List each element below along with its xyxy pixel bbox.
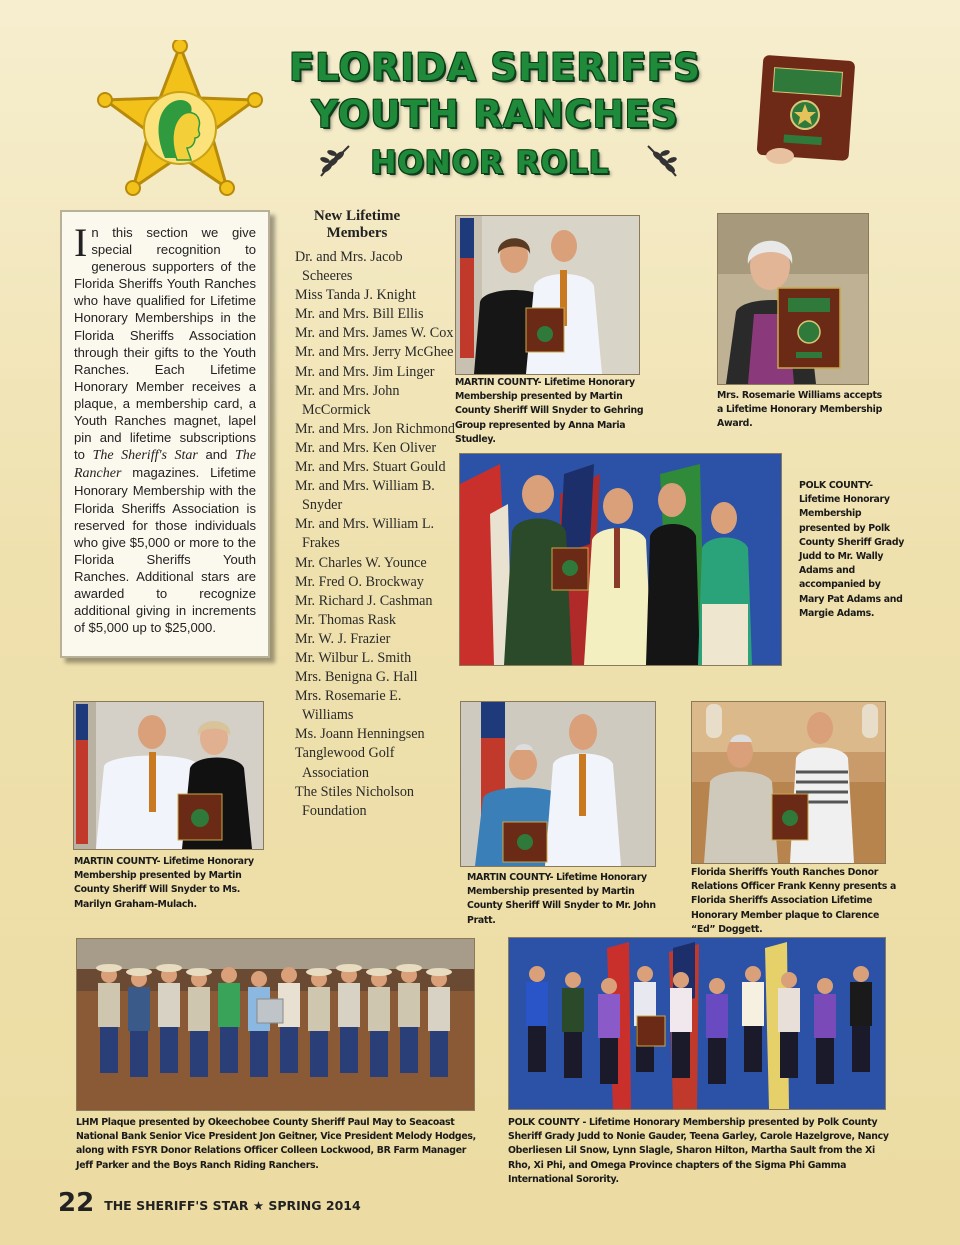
members-heading: New Lifetime Members bbox=[313, 208, 401, 241]
members-list bbox=[295, 248, 455, 821]
caption-graham-mulach: MARTIN COUNTY- Lifetime Honorary Membership presented by Martin County Sheriff Will Snyder to Ms. Marilyn Graham-Mulach. bbox=[74, 856, 254, 910]
member-name: Mr. Charles W. Younce bbox=[295, 554, 427, 571]
member-name: Mr. and Mrs. John McCormick bbox=[295, 382, 400, 418]
member-name: Mr. and Mrs. Jon Richmond bbox=[295, 420, 456, 437]
page-footer bbox=[58, 1186, 361, 1218]
photo-williams bbox=[717, 213, 869, 385]
drop-cap: I bbox=[74, 220, 88, 265]
magazine-sheriffs-star: The Sheriff's Star bbox=[92, 448, 198, 464]
caption-polk-adams: POLK COUNTY- Lifetime Honorary Membership presented by Polk County Sheriff Grady Judd to Mr. Wally Adams and accompanied by Mary Pat Adams and Margie Adams. bbox=[799, 480, 905, 619]
member-name: Mr. and Mrs. James W. Cox bbox=[295, 325, 454, 342]
caption-williams: Mrs. Rosemarie Williams accepts a Lifetime Honorary Membership Award. bbox=[717, 390, 882, 430]
photo-graham-mulach bbox=[73, 701, 264, 850]
member-name: Tanglewood Golf Association bbox=[295, 745, 395, 781]
page-subtitle-honor-roll: HONOR ROLL bbox=[370, 145, 610, 181]
member-name: Mr. and Mrs. William L. Frakes bbox=[295, 516, 435, 552]
photo-seacoast-ranchers bbox=[76, 938, 475, 1111]
photo-pratt bbox=[460, 701, 656, 867]
member-name: Mr. and Mrs. Jerry McGhee bbox=[295, 344, 454, 361]
intro-text: and bbox=[197, 447, 235, 463]
sheriff-star-logo bbox=[95, 40, 265, 205]
member-name: Mr. Thomas Rask bbox=[295, 611, 397, 628]
laurel-left-icon bbox=[315, 140, 355, 180]
member-name: The Stiles Nicholson Foundation bbox=[295, 783, 415, 819]
member-name: Ms. Joann Henningsen bbox=[295, 726, 425, 743]
caption-doggett: Florida Sheriffs Youth Ranches Donor Relations Officer Frank Kenny presents a Florida Sheriffs Association Lifetime Honorary Member plaque to Clarence “Ed” Doggett. bbox=[691, 867, 896, 935]
member-name: Mr. Richard J. Cashman bbox=[295, 592, 433, 609]
intro-text-box bbox=[60, 210, 270, 658]
member-name: Mr. and Mrs. William B. Snyder bbox=[295, 478, 435, 514]
caption-seacoast: LHM Plaque presented by Okeechobee County Sheriff Paul May to Seacoast National Bank Senior Vice President Jon Geitner, Vice President Melody Hodges, along with FSYR Donor Relations Officer Colleen Lockwood, BR Farm Manager Jeff Parker and the Boys Ranch Riding Ranchers. bbox=[76, 1117, 476, 1171]
photo-studley bbox=[455, 215, 640, 375]
member-name: Mr. and Mrs. Stuart Gould bbox=[295, 459, 446, 476]
honor-plaque-image bbox=[752, 52, 862, 167]
photo-polk-adams bbox=[459, 453, 782, 666]
page-title-line-2: YOUTH RANCHES bbox=[311, 93, 679, 136]
member-name: Mr. Wilbur L. Smith bbox=[295, 649, 412, 666]
member-name: Mr. and Mrs. Jim Linger bbox=[295, 363, 435, 380]
member-name: Mrs. Benigna G. Hall bbox=[295, 669, 418, 686]
publication-line: THE SHERIFF'S STAR ★ SPRING 2014 bbox=[104, 1198, 361, 1213]
page-number: 22 bbox=[58, 1188, 95, 1218]
caption-pratt: MARTIN COUNTY- Lifetime Honorary Membership presented by Martin County Sheriff Will Snyder to Mr. John Pratt. bbox=[467, 872, 656, 926]
caption-studley: MARTIN COUNTY- Lifetime Honorary Membership presented by Martin County Sheriff Will Snyder to Gehring Group represented by Anna Maria Studley. bbox=[455, 377, 644, 445]
photo-doggett bbox=[691, 701, 886, 864]
photo-sorority bbox=[508, 937, 886, 1110]
intro-text: magazines. Lifetime Honorary Membership with the Florida Sheriffs Association is reserved for those individuals who give $5,000 or more to the Florida Sheriffs Youth Ranches. Additional stars are awarded to recognize additional giving in increments of $5,000 up to $25,000. bbox=[74, 465, 256, 636]
member-name: Dr. and Mrs. Jacob Scheeres bbox=[295, 249, 403, 285]
member-name: Mr. W. J. Frazier bbox=[295, 630, 391, 647]
member-name: Mr. and Mrs. Bill Ellis bbox=[295, 306, 424, 323]
magazine-rancher: The Rancher bbox=[74, 448, 256, 482]
intro-text: n this section we give special recognition to generous supporters of the Florida Sheriffs Youth Ranches who have qualified for Lifetime Honorary Memberships in the Florida Sheriffs Association through their gifts to the Youth Ranches. Each Lifetime Honorary Member receives a plaque, a membership card, a Youth Ranches magnet, lapel pin and lifetime subscriptions to bbox=[74, 225, 256, 463]
caption-sorority: POLK COUNTY - Lifetime Honorary Membership presented by Polk County Sheriff Grady Judd to Nonie Gauder, Teena Garley, Carole Hazelgrove, Nancy Oberliesen Lil Snow, Lynn Slagle, Sharon Hilton, Martha Sault from the Xi Rho, Xi Phi, and Omega Province chapters of the Sigma Phi Gamma International Sorority. bbox=[508, 1117, 889, 1185]
member-name: Miss Tanda J. Knight bbox=[295, 287, 416, 304]
member-name: Mr. and Mrs. Ken Oliver bbox=[295, 439, 437, 456]
laurel-right-icon bbox=[642, 140, 682, 180]
member-name: Mr. Fred O. Brockway bbox=[295, 573, 424, 590]
member-name: Mrs. Rosemarie E. Williams bbox=[295, 688, 402, 724]
page-title-line-1: FLORIDA SHERIFFS bbox=[289, 46, 701, 89]
